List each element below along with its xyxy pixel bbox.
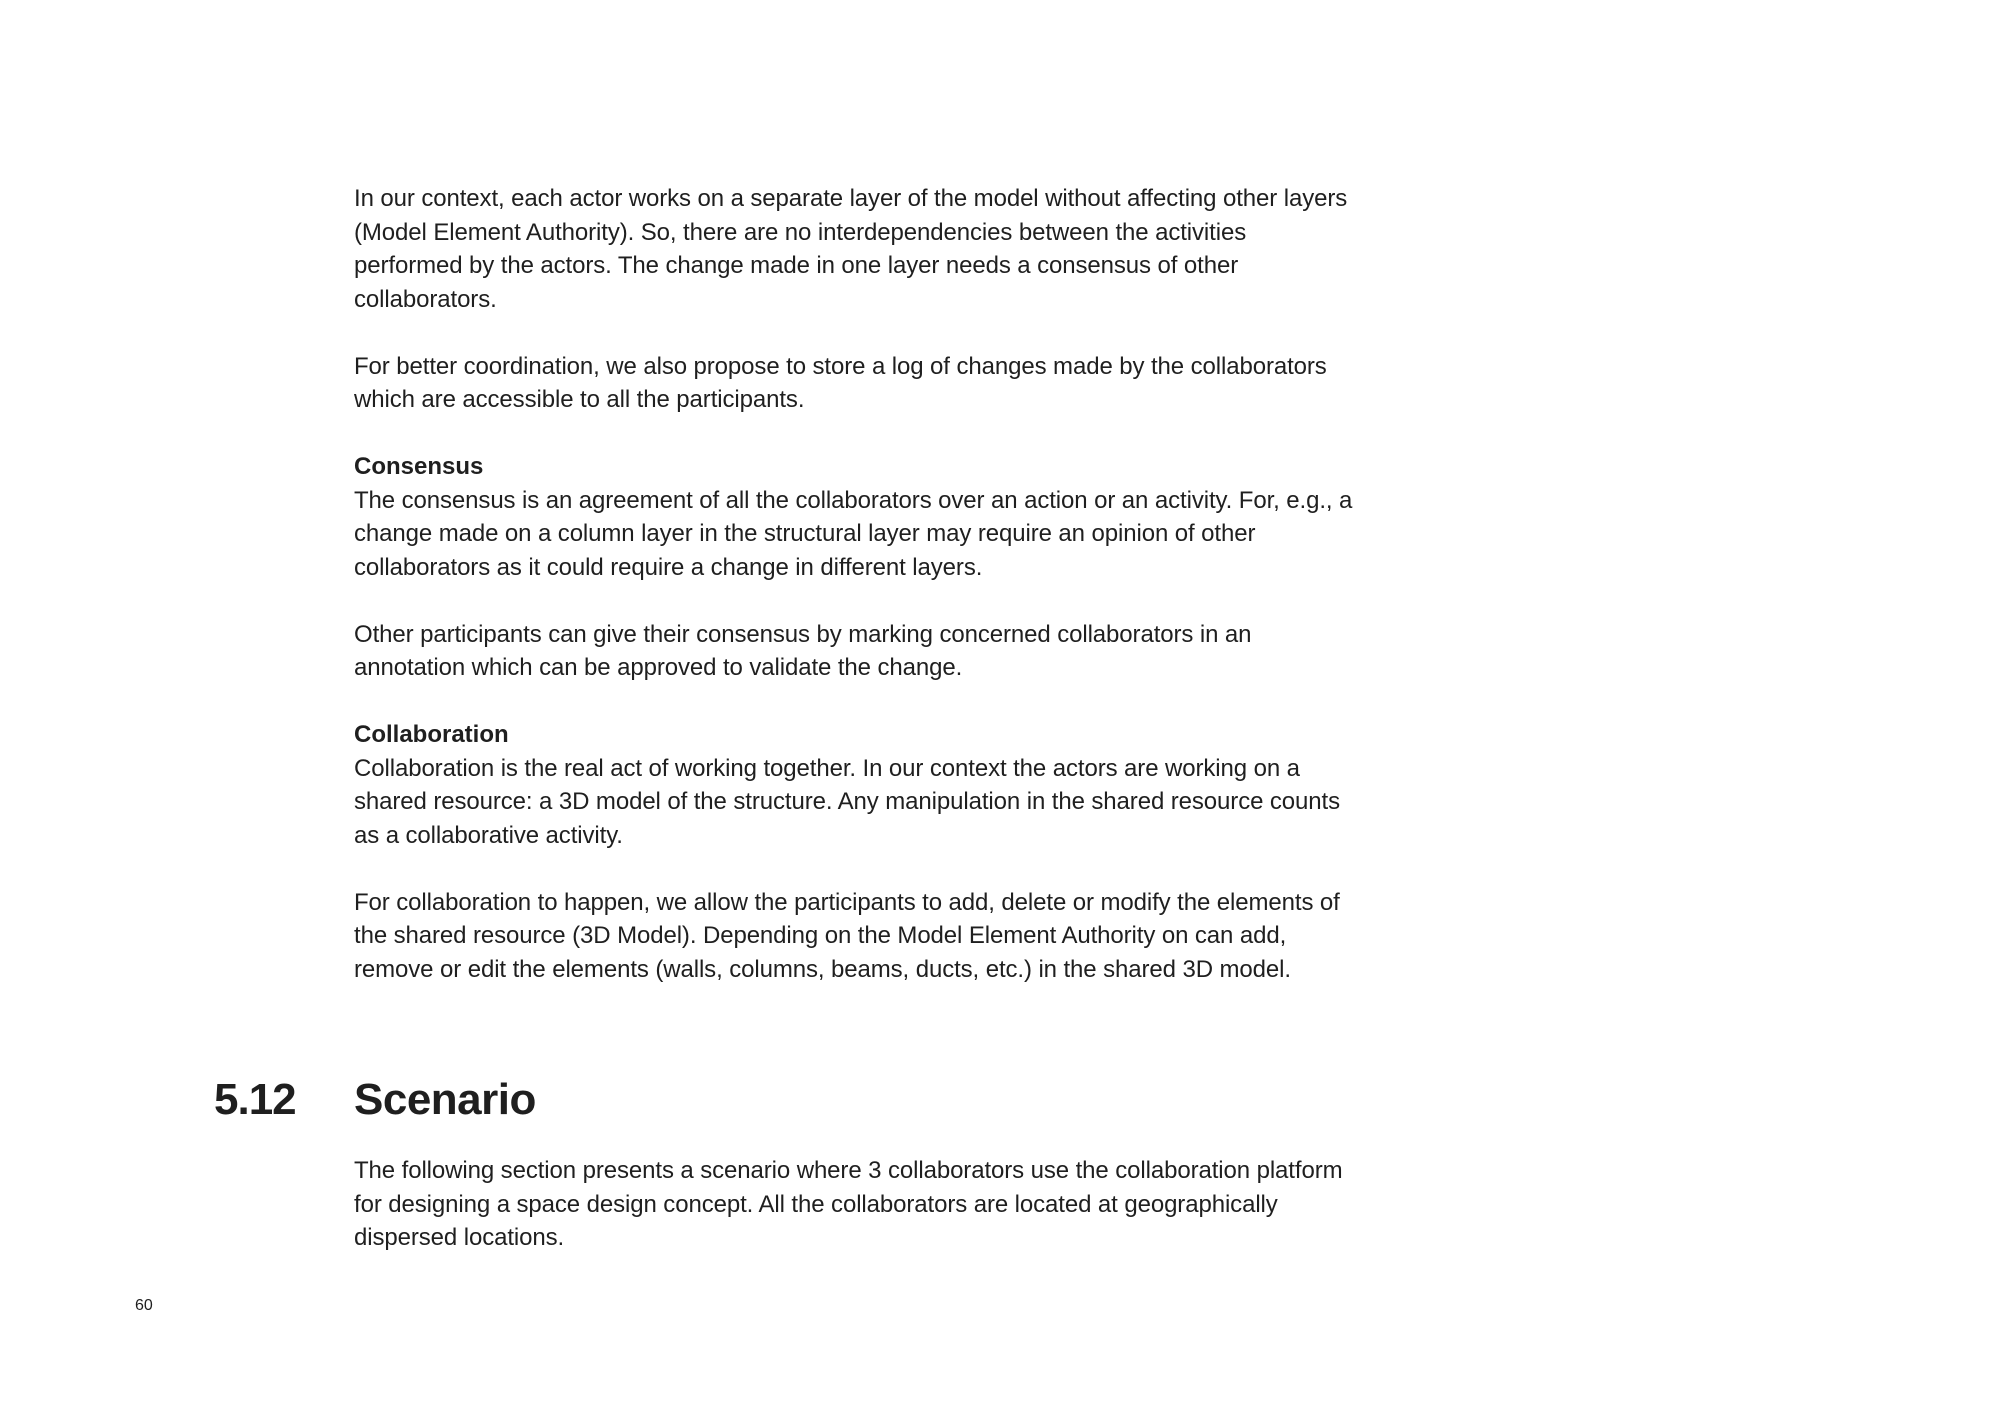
- consensus-paragraph-definition: The consensus is an agreement of all the collaborators over an action or an activity. For, e.g., a change made on a column layer in the structural layer may require an opinion of other collaborators as it could require a change in different layers.: [354, 486, 1353, 581]
- collaboration-paragraph-definition: Collaboration is the real act of working together. In our context the actors are working on a shared resource: a 3D model of the structure. Any manipulation in the shared resource counts as a collaborative activity.: [354, 754, 1341, 849]
- collaboration-heading: Collaboration: [354, 721, 509, 748]
- section-title: Scenario: [354, 1075, 536, 1124]
- consensus-paragraph-annotation: Other participants can give their consensus by marking concerned collaborators in an annotation which can be approved to validate the change.: [354, 620, 1252, 681]
- section-number: 5.12: [214, 1075, 296, 1124]
- paragraph-model-element-authority: In our context, each actor works on a separate layer of the model without affecting other layers (Model Element Authority). So, there are no interdependencies between the activities performed by the actors. The change made in one layer needs a consensus of other collaborators.: [354, 185, 1348, 313]
- body-text-column: [354, 182, 1354, 986]
- page-number: 60: [135, 1297, 153, 1314]
- consensus-heading: Consensus: [354, 453, 484, 480]
- section-heading: [0, 1070, 2000, 1130]
- collaboration-paragraph-elements: For collaboration to happen, we allow the participants to add, delete or modify the elements of the shared resource (3D Model). Depending on the Model Element Authority on can add, remove or edit the elements (walls, columns, beams, ducts, etc.) in the shared 3D model.: [354, 888, 1340, 983]
- section-paragraph-scenario: The following section presents a scenario where 3 collaborators use the collaboration platform for designing a space design concept. All the collaborators are located at geographically dispersed locations.: [354, 1157, 1343, 1251]
- paragraph-change-log: For better coordination, we also propose to store a log of changes made by the collaborators which are accessible to all the participants.: [354, 352, 1327, 413]
- section-body: [354, 1154, 1354, 1255]
